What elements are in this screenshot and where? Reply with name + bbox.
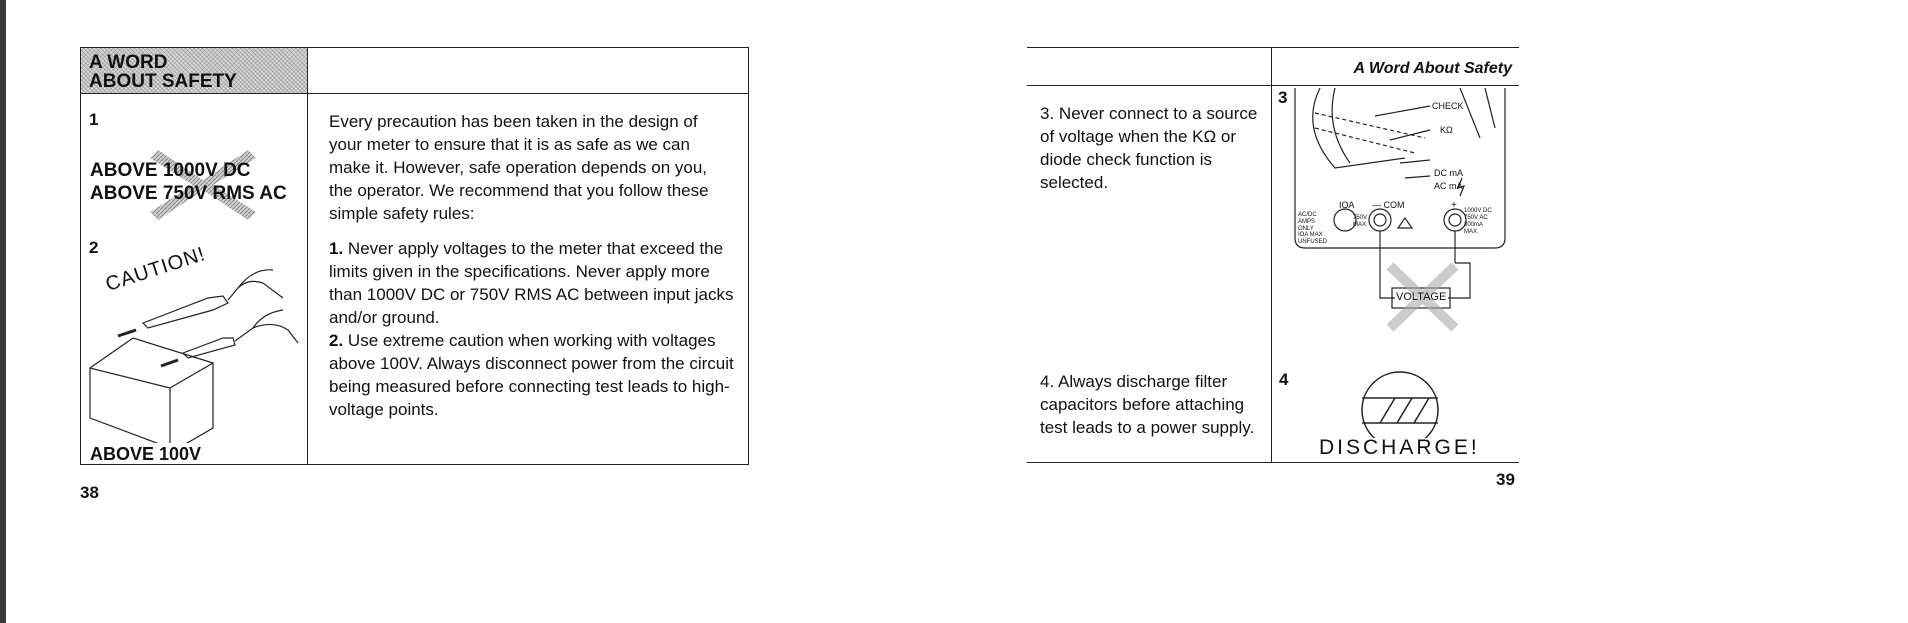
rule-4-number: 4. <box>1040 372 1055 391</box>
meter-label-right-spec: 1000V DC 750V AC 300mA MAX <box>1464 208 1492 235</box>
figure-1-line-2: ABOVE 750V RMS AC <box>90 183 287 204</box>
right-header-divider <box>1027 85 1519 86</box>
figure-2-caption: ABOVE 100V <box>90 444 202 464</box>
meter-label-com: — COM <box>1372 200 1405 210</box>
meter-label-ioa-max-unfused: IOA MAX UNFUSED <box>1298 232 1328 245</box>
caution-text: CAUTION! <box>103 242 209 296</box>
rule-2-text: Use extreme caution when working with voltages above 100V. Always disconnect power from the circuit being measured before connecting test leads to high-voltage points. <box>329 331 734 419</box>
rule-1-number: 1. <box>329 239 344 258</box>
meter-label-750v-max: 750V MAX <box>1353 215 1368 228</box>
meter-label-acma: AC mA <box>1434 181 1463 191</box>
capacitor-discharge-illustration <box>1345 368 1455 438</box>
hands-with-probes-illustration <box>88 258 303 443</box>
heading-line-2: ABOUT SAFETY <box>89 71 237 92</box>
figure-2-number: 2 <box>89 238 99 257</box>
meter-label-plus: + <box>1451 200 1457 211</box>
meter-label-dcma: DC mA <box>1434 168 1463 178</box>
rule-2-number: 2. <box>329 331 344 350</box>
rule-3-text: Never connect to a source of voltage when the KΩ or diode check function is selected. <box>1040 104 1258 192</box>
rule-3 <box>1040 102 1262 194</box>
left-column-divider <box>307 47 308 465</box>
rule-4 <box>1040 370 1268 439</box>
meter-label-ioa: IOA <box>1339 200 1355 210</box>
rule-2 <box>329 329 734 421</box>
heading-line-1: A WORD <box>89 52 168 73</box>
rule-1-text: Never apply voltages to the meter that exceed the limits given in the specifications. Never apply more than 1000V DC or 750V RMS AC between input jacks and/or ground. <box>329 239 734 327</box>
running-header: A Word About Safety <box>1353 60 1512 77</box>
figure-4-caption: DISCHARGE! <box>1319 436 1480 459</box>
page-number-left: 38 <box>80 483 99 502</box>
intro-paragraph: Every precaution has been taken in the design of your meter to ensure that it is as safe as we can make it. However, safe operation depends on you, the operator. We recommend that you follow these simple safety rules: <box>329 112 709 223</box>
meter-label-acdc-amps-only: AC/DC AMPS ONLY <box>1298 212 1317 232</box>
right-page-bottom-rule <box>1027 462 1519 463</box>
figure-3-number: 3 <box>1278 88 1288 107</box>
rule-1 <box>329 237 739 329</box>
scan-edge-strip <box>0 0 6 623</box>
page-number-right: 39 <box>1496 470 1515 489</box>
figure-1-line-1: ABOVE 1000V DC <box>90 160 251 181</box>
figure-1-number: 1 <box>89 110 99 129</box>
right-column-divider <box>1271 47 1272 463</box>
meter-label-kohm: KΩ <box>1440 125 1453 135</box>
meter-label-check: CHECK <box>1432 101 1464 111</box>
rule-3-number: 3. <box>1040 104 1055 123</box>
left-header-divider <box>80 93 749 94</box>
rule-4-text: Always discharge filter capacitors before attaching test leads to a power supply. <box>1040 372 1255 437</box>
meter-label-voltage: VOLTAGE <box>1396 291 1447 303</box>
figure-4-number: 4 <box>1279 370 1289 389</box>
